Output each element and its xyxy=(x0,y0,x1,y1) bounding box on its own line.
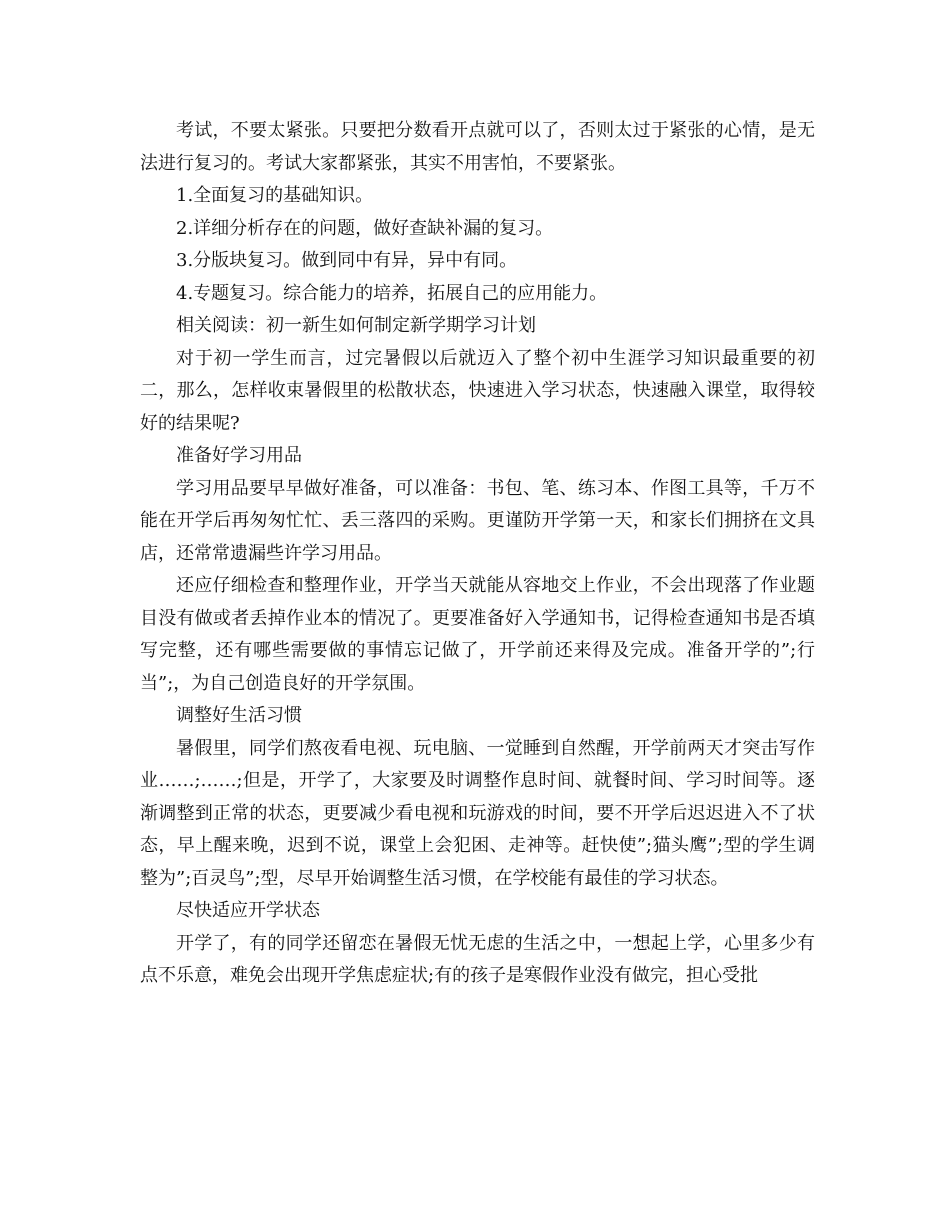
list-item-2: 2.详细分析存在的问题，做好查缺补漏的复习。 xyxy=(176,217,554,239)
list-item-4: 4.专题复习。综合能力的培养，拓展自己的应用能力。 xyxy=(176,282,608,304)
document-body xyxy=(140,115,815,993)
paragraph-supplies: 学习用品要早早做好准备，可以准备：书包、笔、练习本、作图工具等，千万不能在开学后再匆匆忙忙、丢三落四的采购。更谨防开学第一天，和家长们拥挤在文具店，还常常遗漏些许学习用品。 xyxy=(140,477,815,564)
list-item-3: 3.分版块复习。做到同中有异，异中有同。 xyxy=(176,250,518,271)
section-heading-adapt: 尽快适应开学状态 xyxy=(176,900,320,921)
paragraph-exam-advice: 考试，不要太紧张。只要把分数看开点就可以了，否则太过于紧张的心情，是无法进行复习的。考试大家都紧张，其实不用害怕，不要紧张。 xyxy=(140,120,815,174)
section-heading-habits: 调整好生活习惯 xyxy=(176,705,302,726)
paragraph-intro: 对于初一学生而言，过完暑假以后就迈入了整个初中生涯学习知识最重要的初二，那么，怎样收束暑假里的松散状态，快速进入学习状态，快速融入课堂，取得较好的结果呢? xyxy=(140,347,815,434)
paragraph-homework: 还应仔细检查和整理作业，开学当天就能从容地交上作业，不会出现落了作业题目没有做或者丢掉作业本的情况了。更要准备好入学通知书，记得检查通知书是否填写完整，还有哪些需要做的事情忘记做了，开学前还来得及完成。准备开学的”;行当”;，为自己创造良好的开学氛围。 xyxy=(140,575,815,694)
paragraph-adapt: 开学了，有的同学还留恋在暑假无忧无虑的生活之中，一想起上学，心里多少有点不乐意，难免会出现开学焦虑症状;有的孩子是寒假作业没有做完，担心受批 xyxy=(140,932,815,986)
section-heading-supplies: 准备好学习用品 xyxy=(176,445,302,466)
paragraph-habits: 暑假里，同学们熬夜看电视、玩电脑、一觉睡到自然醒，开学前两天才突击写作业……;……;但是，开学了，大家要及时调整作息时间、就餐时间、学习时间等。逐渐调整到正常的状态，更要减少看电视和玩游戏的时间，要不开学后迟迟进入不了状态，早上醒来晚，迟到不说，课堂上会犯困、走神等。赶快使”;猫头鹰”;型的学生调整为”;百灵鸟”;型，尽早开始调整生活习惯，在学校能有最佳的学习状态。 xyxy=(140,737,815,889)
list-item-1: 1.全面复习的基础知识。 xyxy=(176,185,374,206)
related-reading-heading: 相关阅读：初一新生如何制定新学期学习计划 xyxy=(176,315,536,336)
